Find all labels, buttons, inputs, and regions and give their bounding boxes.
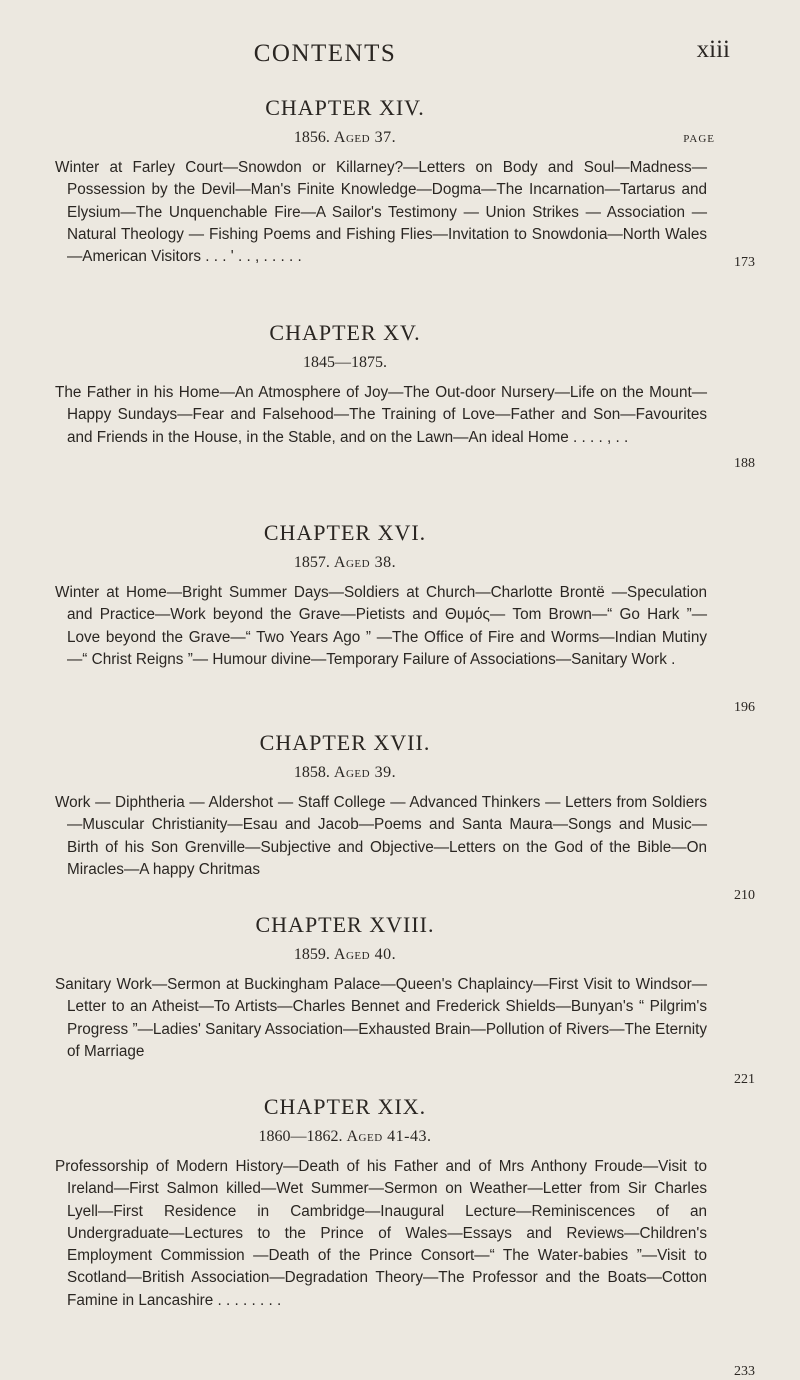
chapter-year: 1859.: [293, 946, 330, 963]
chapter-age: Aged 38.: [333, 554, 397, 571]
chapter-entry-xvi: [55, 520, 755, 715]
page-column-label: PAGE: [683, 133, 715, 145]
chapter-year: 1857.: [293, 554, 330, 571]
chapter-page-number: 233: [734, 1364, 755, 1379]
chapter-year: 1845—1875.: [303, 354, 387, 371]
chapter-page-number: 188: [734, 456, 755, 471]
chapter-date: [55, 946, 635, 964]
chapter-summary: Sanitary Work—Sermon at Buckingham Palace—Queen's Chaplaincy—First Visit to Windsor—Letter to an Atheist—To Artists—Charles Bennet and Frederick Shields—Bunyan's “ Pilgrim's Progress ”—Ladies' Sanitary Association—Exhausted Brain—Pollution of Rivers—The Eternity of Marriage: [55, 976, 707, 1060]
chapter-year: 1858.: [293, 764, 330, 781]
chapter-year: 1856.: [293, 129, 330, 146]
chapter-date: [55, 354, 635, 372]
chapter-entry-xviii: [55, 912, 755, 1087]
chapter-title: CHAPTER XV.: [269, 320, 421, 345]
chapter-summary: The Father in his Home—An Atmosphere of Joy—The Out-door Nursery—Life on the Mount—Happy Sundays—Fear and Falsehood—The Training of Love—Father and Son—Favourites and Friends in the House, in the Stable, and on the Lawn—An ideal Home . . . . , . .: [55, 384, 707, 446]
chapter-summary: Winter at Home—Bright Summer Days—Soldiers at Church—Charlotte Brontë —Speculation and Practice—Work beyond the Grave—Pietists and Θυμός— Tom Brown—“ Go Hark ”—Love beyond the Grave—“ Two Years Ago ” —The Office of Fire and Worms—Indian Mutiny—“ Christ Reigns ”— Humour divine—Temporary Failure of Associations—Sanitary Work .: [55, 584, 707, 668]
chapter-title: CHAPTER XIX.: [263, 1094, 427, 1119]
page-number: xiii: [696, 36, 730, 63]
running-head: [0, 36, 800, 80]
chapter-date: [55, 1128, 635, 1146]
chapter-age: Aged 39.: [333, 764, 397, 781]
chapter-title: CHAPTER XVI.: [263, 520, 427, 545]
chapter-entry-xvii: [55, 730, 755, 903]
chapter-page-number: 173: [734, 255, 755, 270]
chapter-title: CHAPTER XIV.: [265, 95, 425, 120]
chapter-summary: Professorship of Modern History—Death of his Father and of Mrs Anthony Froude—Visit to Ireland—First Salmon killed—Wet Summer—Sermon on Weather—Letter from Sir Charles Lyell—First Residence in Cambridge—Inaugural Lecture—Reminiscences of an Undergraduate—Lectures to the Prince of Wales—Essays and Reviews—Children's Employment Commission —Death of the Prince Consort—“ The Water-babies ”—Visit to Scotland—British Association—Degradation Theory—The Professor and the Boats—Cotton Famine in Lancashire . . . . . . . .: [55, 1158, 707, 1309]
chapter-page-number: 221: [734, 1072, 755, 1087]
chapter-age: Aged 41-43.: [346, 1128, 432, 1145]
chapter-title: CHAPTER XVIII.: [255, 912, 435, 937]
chapter-page-number: 196: [734, 700, 755, 715]
running-title: CONTENTS: [253, 40, 397, 67]
chapter-age: Aged 37.: [333, 129, 397, 146]
chapter-date: [55, 554, 635, 572]
chapter-summary: Work — Diphtheria — Aldershot — Staff College — Advanced Thinkers — Letters from Soldiers—Muscular Christianity—Esau and Jacob—Poems and Santa Maura—Songs and Music—Birth of his Son Grenville—Subjective and Objective—Letters on the God of the Bible—On Miracles—A happy Chritmas: [55, 794, 707, 878]
chapter-age: Aged 40.: [333, 946, 397, 963]
chapter-title: CHAPTER XVII.: [259, 730, 431, 755]
chapter-date: [55, 129, 635, 147]
chapter-summary: Winter at Farley Court—Snowdon or Killarney?—Letters on Body and Soul—Madness—Possession by the Devil—Man's Finite Knowledge—Dogma—The Incarnation—Tartarus and Elysium—The Unquenchable Fire—A Sailor's Testimony — Union Strikes — Association — Natural Theology — Fishing Poems and Fishing Flies—Invitation to Snowdonia—North Wales —American Visitors . . . ' . . , . . . . .: [55, 159, 707, 266]
chapter-entry-xiv: [55, 95, 755, 268]
chapter-date: [55, 764, 635, 782]
chapter-page-number: 210: [734, 888, 755, 903]
chapter-entry-xix: [55, 1094, 755, 1379]
chapter-entry-xv: [55, 320, 755, 471]
chapter-year: 1860—1862.: [258, 1128, 343, 1145]
